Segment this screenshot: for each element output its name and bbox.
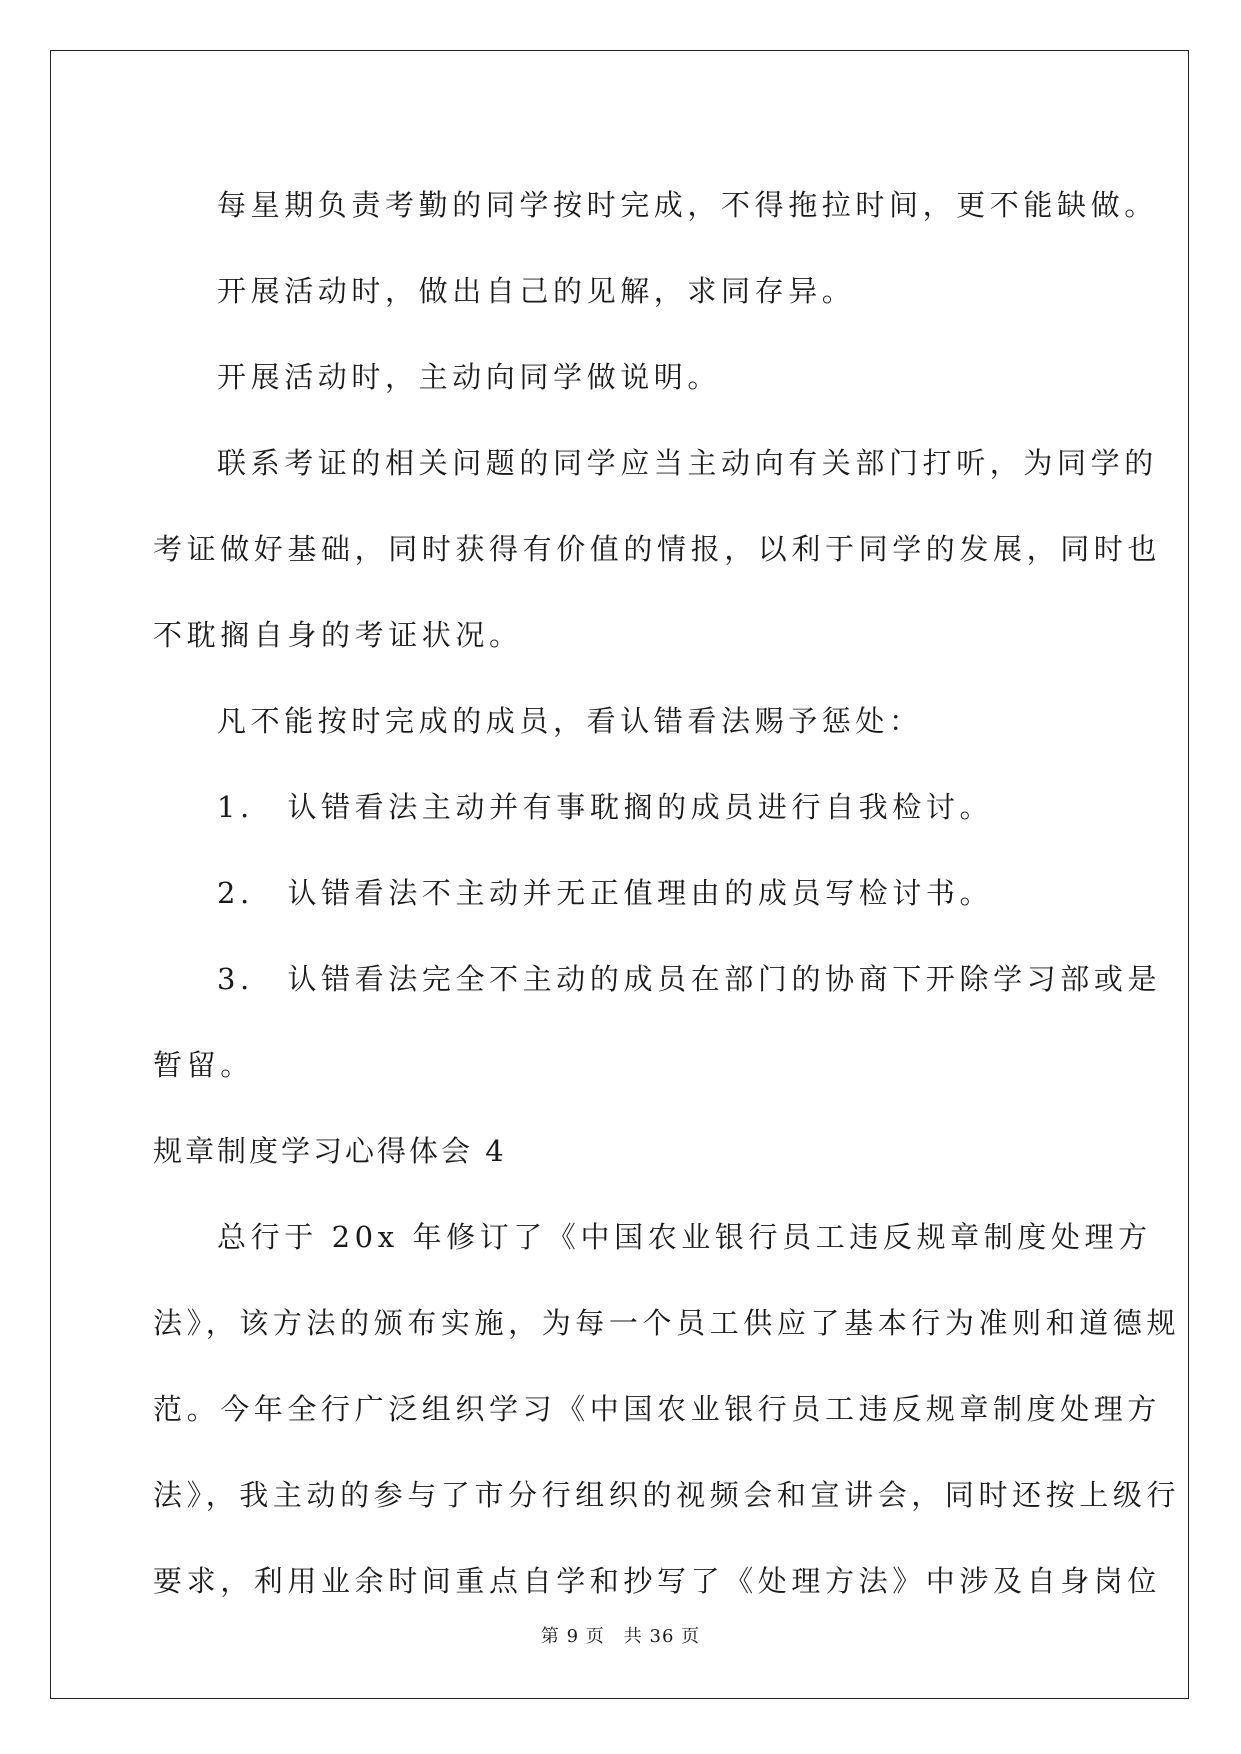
paragraph-line: 范。今年全行广泛组织学习《中国农业银行员工违反规章制度处理方 [153, 1392, 1162, 1426]
paragraph-line: 开展活动时，做出自己的见解，求同存异。 [217, 274, 856, 308]
page-number-footer: 第 9 页 共 36 页 [540, 1626, 701, 1647]
paragraph-line: 法》，我主动的参与了市分行组织的视频会和宣讲会，同时还按上级行 [153, 1478, 1181, 1512]
paragraph-line: 要求，利用业余时间重点自学和抄写了《处理方法》中涉及自身岗位 [153, 1564, 1162, 1598]
paragraph-line: 考证做好基础，同时获得有价值的情报，以利于同学的发展，同时也 [153, 532, 1162, 566]
paragraph-line: 开展活动时，主动向同学做说明。 [217, 360, 722, 394]
paragraph-line: 联系考证的相关问题的同学应当主动向有关部门打听，为同学的 [217, 446, 1158, 480]
section-heading: 规章制度学习心得体会 4 [153, 1134, 507, 1168]
list-item: 1. 认错看法主动并有事耽搁的成员进行自我检讨。 [217, 790, 994, 824]
paragraph-line: 暂留。 [153, 1048, 254, 1082]
paragraph-line: 法》，该方法的颁布实施，为每一个员工供应了基本行为准则和道德规 [153, 1306, 1181, 1340]
document-body [153, 162, 1181, 1624]
list-item: 2. 认错看法不主动并无正值理由的成员写检讨书。 [217, 876, 994, 910]
list-item: 3. 认错看法完全不主动的成员在部门的协商下开除学习部或是 [217, 962, 1162, 996]
paragraph-line: 每星期负责考勤的同学按时完成，不得拖拉时间，更不能缺做。 [217, 188, 1158, 222]
paragraph-line: 不耽搁自身的考证状况。 [153, 618, 523, 652]
paragraph-line: 凡不能按时完成的成员，看认错看法赐予惩处： [217, 704, 923, 738]
paragraph-line: 总行于 20x 年修订了《中国农业银行员工违反规章制度处理方 [217, 1220, 1152, 1254]
